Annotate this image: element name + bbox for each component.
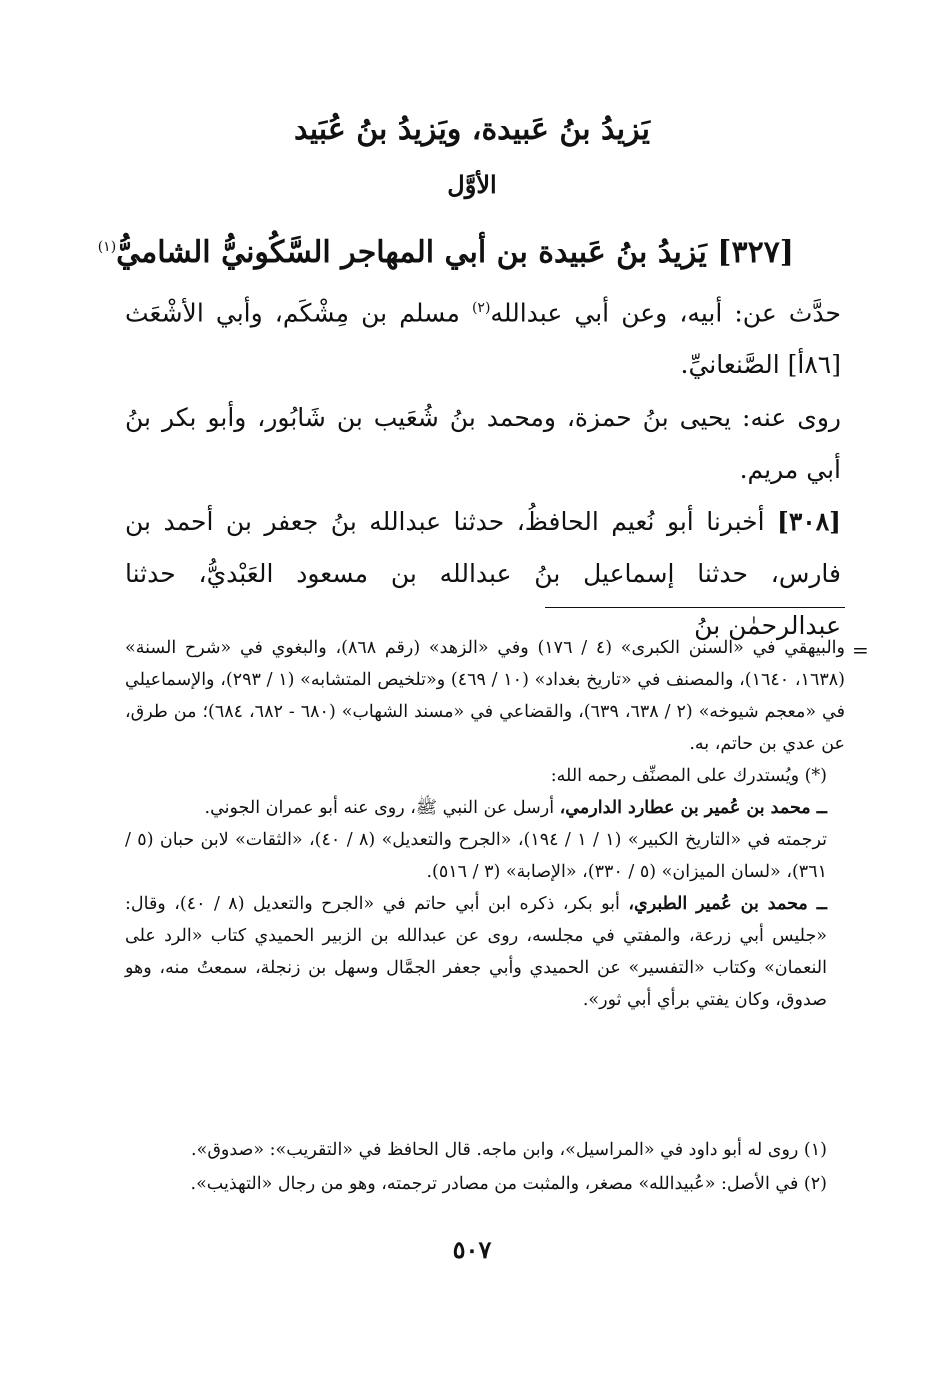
page-number: ٥٠٧ — [452, 1235, 492, 1264]
note-entry-tabari-name: ــ محمد بن عُمير الطبري، — [628, 894, 827, 914]
narrated-from-paragraph — [125, 282, 841, 391]
footnotes-block — [125, 1133, 845, 1201]
note-entry-darimi-name: ــ محمد بن عُمير بن عطارد الدارمي، — [559, 798, 827, 818]
continuation-mark: = — [852, 638, 869, 662]
notes-block — [125, 632, 845, 1016]
footnote-separator — [545, 607, 845, 608]
entry-heading-text: [٣٢٧] يَزيدُ بنُ عَبيدة بن أبي المهاجر السَّكُونيُّ الشاميُّ — [116, 235, 794, 270]
para1-text-b: مسلم بن مِشْكَم، وأبي الأشْعَث [٨٦أ] الصَّنعانيِّ. — [125, 298, 841, 380]
note-entry-darimi-refs: ترجمته في «التاريخ الكبير» (١ / ١ / ١٩٤)، «الجرح والتعديل» (٨ / ٤٠)، «الثقات» لابن حبان (٥ / ٣٦١)، «لسان الميزان» (٥ / ٣٣٠)، «الإصابة» (٣ / ٥١٦). — [125, 830, 827, 882]
hadith-chain-text: أخبرنا أبو نُعيم الحافظُ، حدثنا عبدالله بنُ جعفر بن أحمد بن فارس، حدثنا إسماعيل بنُ عبدالله بن مسعود العَبْديُّ، حدثنا عبدالرحمٰن بنُ — [125, 507, 841, 640]
entry-heading — [97, 222, 794, 278]
hadith-chain-paragraph — [125, 496, 841, 652]
footnote-2: (٢) في الأصل: «عُبيدالله» مصغر، والمثبت من مصادر ترجمته، وهو من رجال «التهذيب». — [190, 1174, 827, 1194]
note-entry-tabari-text: أبو بكر، ذكره ابن أبي حاتم في «الجرح والتعديل (٨ / ٤٠)، وقال: «جليس أبي زرعة، والمفتي في مجلسه، روى عن عبدالله بن الزبير الحميدي كتاب «الرد على النعمان» وكتاب «التفسير» عن الحميدي وأبي جعفر الجمَّال وسهل بن زنجلة، سمعتُ منه، وهو صدوق، وكان يفتي برأي أبي ثور». — [125, 894, 827, 1010]
narrators-paragraph: روى عنه: يحيى بنُ حمزة، ومحمد بنُ شُعَيب بن شَابُور، وأبو بكر بنُ أبي مريم. — [125, 403, 841, 484]
section-subtitle: الأوَّل — [447, 170, 497, 199]
para1-text-a: حدَّث عن: أبيه، وعن أبي عبدالله — [490, 298, 841, 328]
note-entry-darimi — [125, 792, 845, 824]
footnote-ref-1: (١) — [97, 239, 117, 255]
note-entry-darimi-text: أرسل عن النبي ﷺ، روى عنه أبو عمران الجوني. — [204, 798, 560, 818]
footnote-ref-2: (٢) — [471, 300, 491, 316]
note-entry-tabari — [125, 888, 845, 1016]
hadith-number: [٣٠٨] — [777, 507, 841, 536]
footnote-1: (١) روى له أبو داود في «المراسيل»، وابن ماجه. قال الحافظ في «التقريب»: «صدوق». — [191, 1140, 827, 1160]
note-addendum-intro: (*) ويُستدرك على المصنِّف رحمه الله: — [550, 766, 827, 786]
note-sources: والبيهقي في «السنن الكبرى» (٤ / ١٧٦) وفي «الزهد» (رقم ٨٦٨)، والبغوي في «شرح السنة» (١٦٣٨، ١٦٤٠)، والمصنف في «تاريخ بغداد» (١٠ / ٤٦٩) و«تلخيص المتشابه» (١ / ٢٩٣)، والإسماعيلي في «معجم شيوخه» (٢ / ٦٣٨، ٦٣٩)، والقضاعي في «مسند الشهاب» (٦٨٠ - ٦٨٢، ٦٨٤)؛ من طرق، عن عدي بن حاتم، به. — [125, 638, 845, 754]
section-title: يَزيدُ بنُ عَبيدة، ويَزيدُ بنُ عُبَيد — [294, 112, 650, 147]
